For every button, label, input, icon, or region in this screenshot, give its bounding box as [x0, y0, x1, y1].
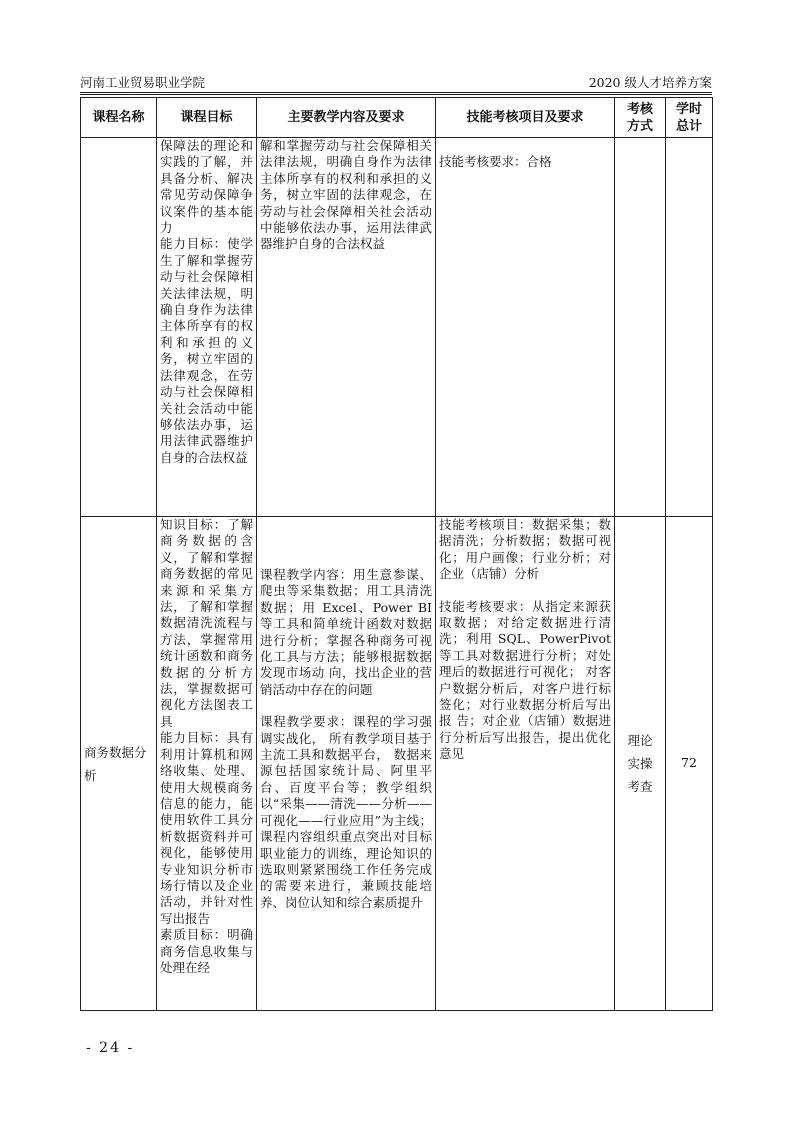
- skills-items-text: 技能考核项目：数据采集；数据清洗；分析数据；数据可视化；用户画像；行业分析；对企业（店铺）分析: [439, 517, 611, 582]
- cell-course-name: [81, 517, 157, 1011]
- header-rule: [80, 92, 712, 93]
- col-header-hours: [666, 98, 713, 138]
- objectives-text: 保障法的理论和实践的了解，并具备分析、解决常见劳动保障争议案件的基本能力 能力目标：使学生了解和掌握劳动与社会保障相关法律法规，明确自身作为法律主体所享有的权利和承担的义务，树立牢固的法律观念，在劳动与社会保障相关社会活动中能够依法办事，运用法律武器维护自身的合法权益: [160, 138, 253, 465]
- page-number: - 24 -: [86, 1040, 135, 1056]
- col-header-exam-line1: 考核: [626, 101, 653, 117]
- exam-line2: 实操: [627, 756, 653, 771]
- curriculum-table: [80, 97, 713, 1011]
- header-rule-thin: [80, 94, 712, 95]
- skills-text: 技能考核要求：合格: [439, 154, 552, 169]
- cell-objectives: [157, 138, 257, 517]
- header-school-name: 河南工业贸易职业学院: [80, 75, 206, 90]
- course-name-text: 商务数据分析: [84, 744, 147, 783]
- col-header-content: 主要教学内容及要求: [257, 98, 436, 138]
- table-row: [81, 517, 713, 1011]
- header-plan-title: 2020 级人才培养方案: [588, 75, 712, 90]
- col-header-objectives: 课程目标: [157, 98, 257, 138]
- cell-content: [257, 517, 436, 1011]
- exam-line3: 考查: [627, 779, 653, 794]
- content-teaching-text: 课程教学内容：用生意参谋、爬虫等采集数据；用工具清洗数据；用 Excel、Power BI 等工具和简单统计函数对数据进行分析；掌握各种商务可视化工具与方法；能够根据数据发现市场动 向，找出企业的营销活动中存在的问题: [260, 567, 432, 697]
- skills-requirements-text: 技能考核要求：从指定来源获取数据；对给定数据进行清洗；利用 SQL、PowerPivot 等工具对数据进行分析；对处理后的数据进行可视化； 对客户数据分析后，对客户进行标签化；对行业数据分析后写出报 告；对企业（店铺）数据进行分析后写出报告，提出优化意见: [439, 598, 611, 762]
- col-header-skills: 技能考核项目及要求: [436, 98, 615, 138]
- content-requirements-text: 课程教学要求：课程的学习强调实战化， 所有教学项目基于主流工具和数据平台， 数据来源包括国家统计局、阿里平台、百度平台等；教学组织以“采集——清洗——分析——可视化——行业应用”为主线；课程内容组织重点突出对目标职业能力的训练，理论知识的选取则紧紧围绕工作任务完成的需要来进行，兼顾技能培养、岗位认知和综合素质提升: [260, 714, 432, 910]
- cell-exam: [615, 138, 666, 517]
- cell-exam: [615, 517, 666, 1011]
- col-header-hours-line1: 学时: [675, 101, 702, 117]
- exam-line1: 理论: [627, 733, 653, 748]
- cell-hours: [666, 138, 713, 517]
- cell-course-name: [81, 138, 157, 517]
- cell-skills: [436, 517, 615, 1011]
- col-header-course-name: 课程名称: [81, 98, 157, 138]
- table-header-row: [81, 98, 713, 138]
- col-header-exam-line2: 方式: [626, 118, 653, 134]
- content-text: 解和掌握劳动与社会保障相关法律法规，明确自身作为法律主体所享有的权利和承担的义务，树立牢固的法律观念，在劳动与社会保障相关社会活动中能够依法办事，运用法律武器维护自身的合法权益: [260, 138, 432, 252]
- cell-skills: [436, 138, 615, 517]
- cell-hours: 72: [666, 517, 713, 1011]
- cell-objectives: [157, 517, 257, 1011]
- objectives-text: 知识目标：了解商务数据的含义，了解和掌握商务数据的常见来源和采集方法，了解和掌握数据清洗流程与方法，掌握常用统计函数和商务数据的分析方法，掌握数据可视化方法图表工具 能力目标：具有利用计算机和网络收集、处理、使用大规模商务信息的能力，能使用软件工具分析数据资料并可视化，能够使用专业知识分析市场行情以及企业活动，并针对性写出报告 素质目标：明确商务信息收集与处理在经: [160, 517, 253, 975]
- col-header-exam: [615, 98, 666, 138]
- col-header-hours-line2: 总计: [675, 118, 702, 134]
- cell-content: [257, 138, 436, 517]
- table-row: [81, 138, 713, 517]
